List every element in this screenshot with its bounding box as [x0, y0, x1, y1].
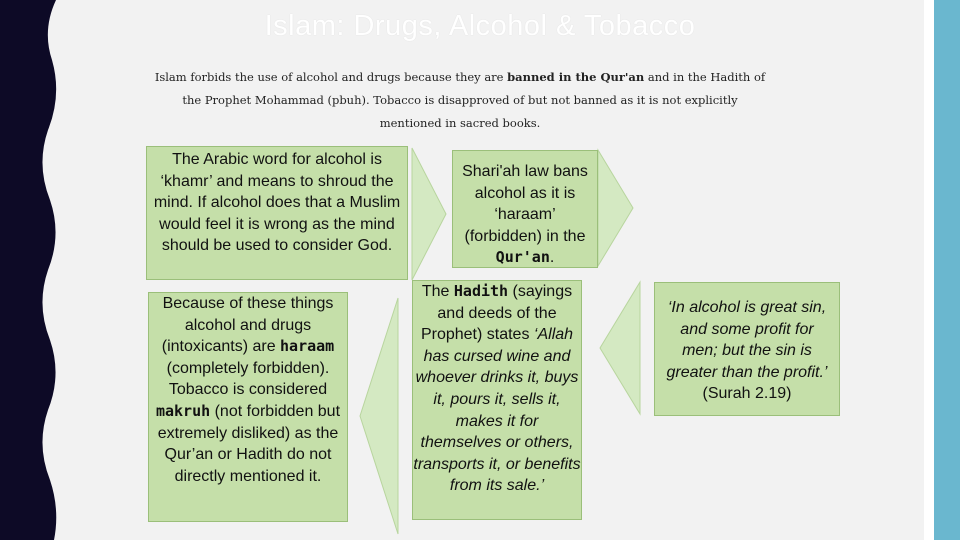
hadith-quote: ‘Allah has cursed wine and whoever drinks it, buys it, pours it, sells it, makes it for themselves or others, transports it, or benefits from its sale.’ [413, 326, 581, 495]
shariah-text: Shari'ah law bans alcohol as it is ‘haraam’ (forbidden) in the [462, 163, 588, 245]
right-arrow-1 [412, 148, 446, 280]
left-arrow-2 [600, 282, 640, 414]
intro-text-1: Islam forbids the use of alcohol and drugs because they are [154, 70, 508, 84]
haraam-text-2: (completely forbidden). Tobacco is considered [166, 359, 330, 399]
hadith-text-1: The [421, 283, 454, 300]
shariah-end: . [549, 249, 555, 266]
haraam-box [148, 292, 348, 522]
khamr-box [146, 146, 408, 280]
hadith-text-2: (sayings and deeds of the Prophet) states [420, 283, 573, 344]
right-arrow-2 [598, 150, 633, 266]
surah-ref: (Surah 2.19) [702, 385, 792, 402]
haraam-text-3: (not forbidden but extremely disliked) as the Qur’an or Hadith do not directly mentioned it. [157, 402, 341, 485]
slide-title: Islam: Drugs, Alcohol & Tobacco [264, 10, 696, 42]
hadith-box [412, 280, 582, 520]
makruh-keyword: makruh [155, 401, 211, 420]
surah-box [654, 282, 840, 416]
khamr-text: The Arabic word for alcohol is ‘khamr’ and means to shroud the mind. If alcohol does that a Muslim would feel it is wrong as the mind should be used to consider God. [153, 151, 401, 254]
surah-quote: ‘In alcohol is great sin, and some profit for men; but the sin is greater than the profit.’ [666, 299, 828, 381]
shariah-box [452, 150, 598, 268]
intro-text-2: and in the Hadith of the Prophet Mohammad (pbuh). Tobacco is disapproved of but not banned as it is not explicitly mentioned in sacred books. [182, 70, 766, 130]
haraam-keyword: haraam [280, 337, 335, 356]
hadith-keyword: Hadith [453, 282, 509, 300]
shariah-keyword: Qur'an [495, 248, 550, 266]
intro-bold: banned in the Qur'an [507, 70, 645, 84]
left-arrow-1 [360, 298, 398, 534]
haraam-text-1: Because of these things alcohol and drugs (intoxicants) are [161, 295, 334, 356]
